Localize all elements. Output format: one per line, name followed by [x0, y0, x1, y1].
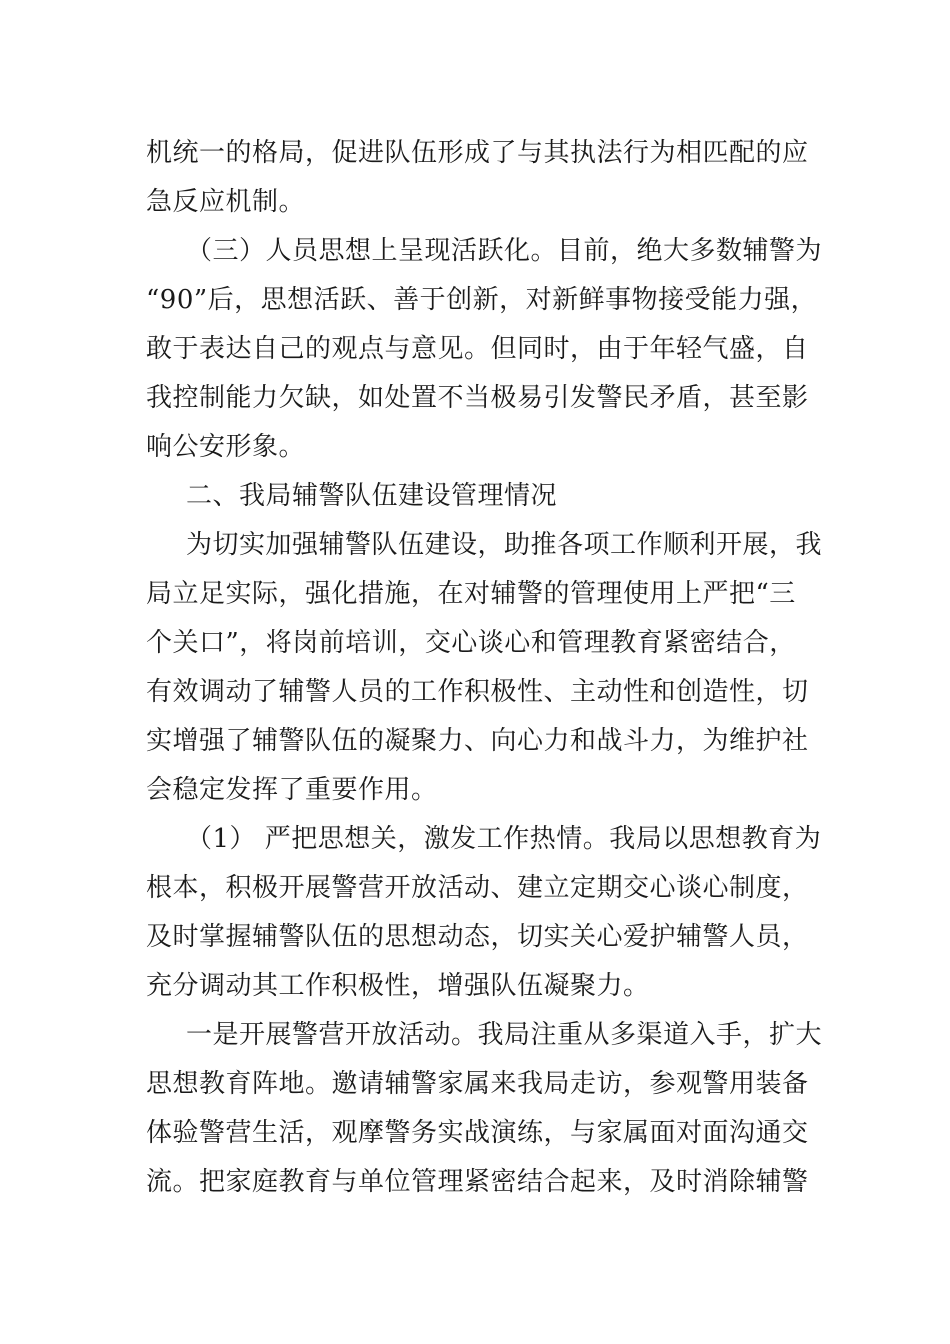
text-line: 个关口”，将岗前培训，交心谈心和管理教育紧密结合， [146, 628, 796, 658]
text-line: 急反应机制。 [146, 187, 306, 217]
section-heading-2: 二、我局辅警队伍建设管理情况 [186, 481, 558, 511]
text-line: 会稳定发挥了重要作用。 [146, 775, 438, 805]
text-line: 思想教育阵地。邀请辅警家属来我局走访，参观警用装备 [146, 1069, 809, 1099]
text-line: 充分调动其工作积极性，增强队伍凝聚力。 [146, 971, 650, 1001]
text-line: 根本，积极开展警营开放活动、建立定期交心谈心制度， [146, 873, 809, 903]
text-line: 机统一的格局，促进队伍形成了与其执法行为相匹配的应 [146, 138, 809, 168]
text-line: 敢于表达自己的观点与意见。但同时，由于年轻气盛，自 [146, 334, 809, 364]
text-line: 局立足实际，强化措施，在对辅警的管理使用上严把“三 [146, 579, 796, 609]
text-line: 为切实加强辅警队伍建设，助推各项工作顺利开展，我 [186, 530, 823, 560]
text-line: 流。把家庭教育与单位管理紧密结合起来，及时消除辅警 [146, 1167, 809, 1197]
section-heading-3: （三）人员思想上呈现活跃化。目前，绝大多数辅警为 [186, 236, 823, 266]
text-line: 体验警营生活，观摩警务实战演练，与家属面对面沟通交 [146, 1118, 809, 1148]
text-line: 响公安形象。 [146, 432, 306, 462]
text-line: 我控制能力欠缺，如处置不当极易引发警民矛盾，甚至影 [146, 383, 809, 413]
text-line: 一是开展警营开放活动。我局注重从多渠道入手，扩大 [186, 1020, 823, 1050]
text-line: 及时掌握辅警队伍的思想动态，切实关心爱护辅警人员， [146, 922, 809, 952]
text-line: “90”后，思想活跃、善于创新，对新鲜事物接受能力强， [146, 285, 818, 315]
text-line: 有效调动了辅警人员的工作积极性、主动性和创造性，切 [146, 677, 809, 707]
text-line: 实增强了辅警队伍的凝聚力、向心力和战斗力，为维护社 [146, 726, 809, 756]
subsection-heading-1: （1） 严把思想关，激发工作热情。我局以思想教育为 [186, 824, 822, 854]
